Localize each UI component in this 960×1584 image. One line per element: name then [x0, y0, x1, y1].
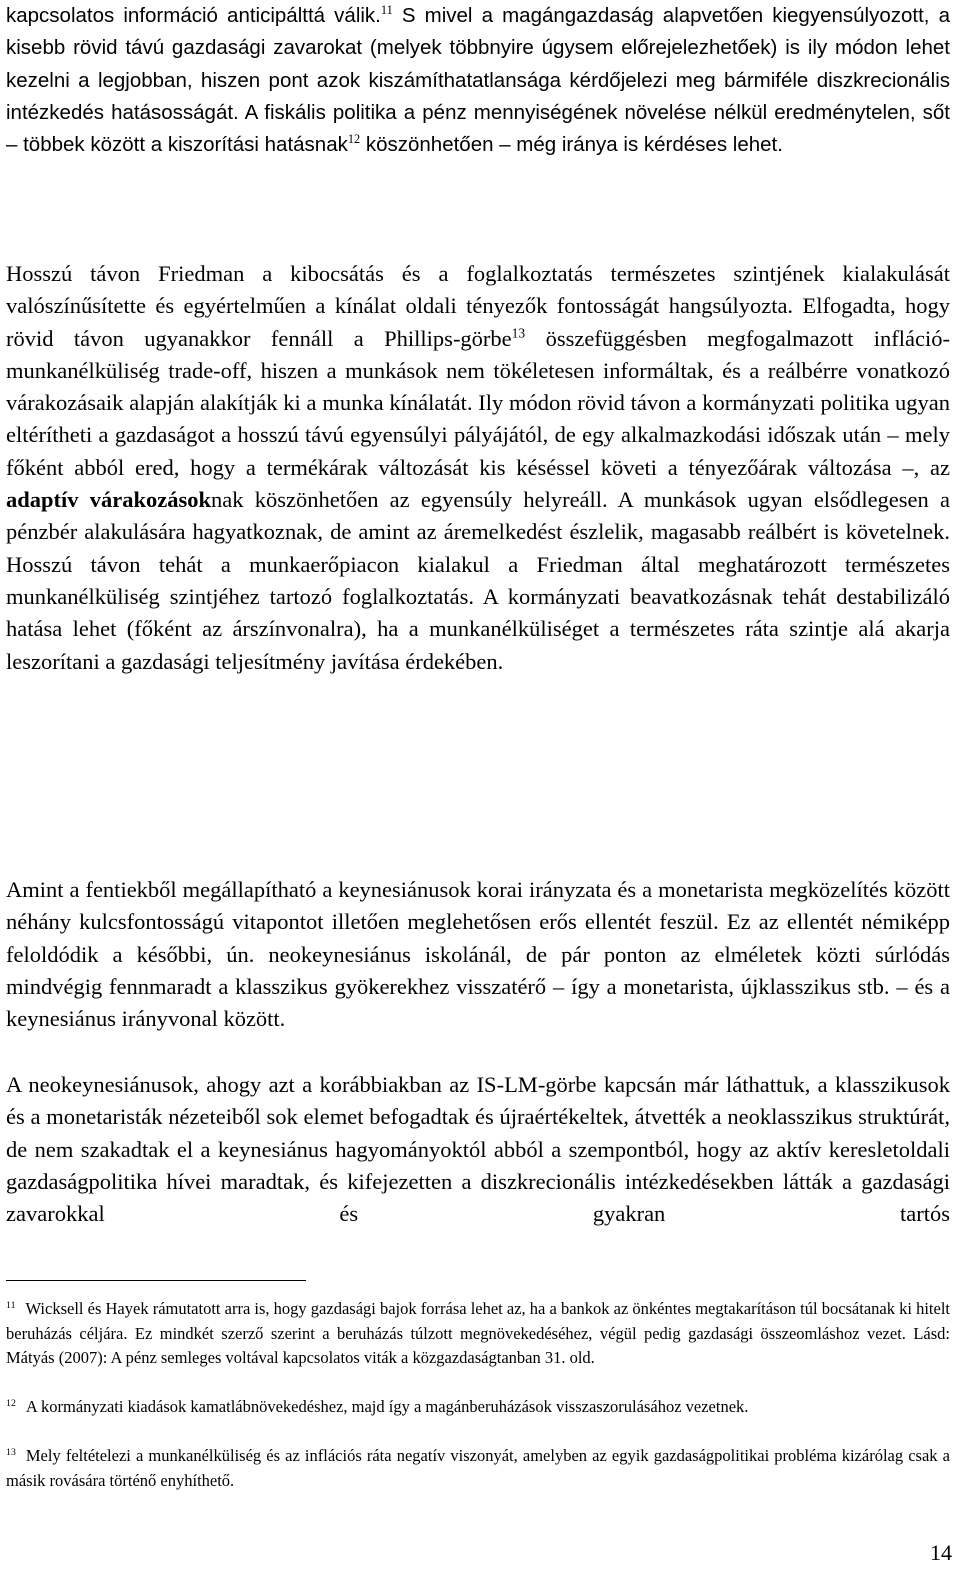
page-number: 14 [930, 1540, 952, 1565]
paragraph-1-text-a: kapcsolatos információ anticipálttá válik. [6, 4, 381, 27]
footnote-ref-12: 12 [347, 132, 361, 147]
footnote-number: 11 [6, 1299, 16, 1311]
paragraph-2-text-c: nak köszönhetően az egyensúly helyreáll. A munkások ugyan elsődlegesen a pénzbér alakulására hagyatkoznak, de amint az áremelkedést észlelik, magasabb reálbért is követelnek. Hosszú távon tehát a munkaerőpiacon kialakul a Friedman által meghatározott természetes munkanélküliség szintjéhez tartozó foglalkoztatás. A kormányzati beavatkozásnak tehát destabilizáló hatása lehet (főként az árszínvonalra), ha a munkanélküliséget a természetes ráta szintje alá akarja leszorítani a gazdasági teljesítmény javítása érdekében. [6, 487, 951, 674]
footnote-number: 12 [6, 1397, 16, 1409]
paragraph-2-text-a: Hosszú távon Friedman a kibocsátás és a foglalkoztatás természetes szintjének kialakulását valószínűsítette és egyértelműen a kínálat oldali tényezők fontosságát hangsúlyozta. Elfogadta, hogy rövid távon ugyanakkor fennáll a Phillips-görbe [6, 261, 950, 351]
paragraph-3: Amint a fentiekből megállapítható a keynesiánusok korai irányzata és a monetarista megközelítés között néhány kulcsfontosságú vitapontot illetően meglehetősen erős ellentét feszül. Ez az ellentét némiképp feloldódik a későbbi, ún. neokeynesiánus iskolánál, de pár ponton az elméletek közti súrlódás mindvégig fennmaradt a klasszikus gyökerekhez visszatérő – így a monetarista, újklasszikus stb. – és a keynesiánus irányvonal között. [6, 877, 950, 1032]
footnote-ref-11: 11 [380, 3, 393, 18]
footnote-separator [6, 1280, 306, 1281]
footnote-text: Wicksell és Hayek rámutatott arra is, hogy gazdasági bajok forrása lehet az, ha a bankok az önkéntes megtakarításon túl bocsátanak ki hitelt beruházás céljára. Ez mindkét szerző szerint a beruházás túlzott megnövekedéséhez, végül pedig gazdasági összeomláshoz vezet. Lásd: Mátyás (2007): A pénz semleges voltával kapcsolatos viták a közgazdaságtanban 31. old. [6, 1299, 950, 1367]
footnote-12 [6, 1395, 950, 1420]
paragraph-2 [6, 258, 950, 678]
footnote-number: 13 [6, 1446, 16, 1458]
footnote-text: A kormányzati kiadások kamatlábnövekedéshez, majd így a magánberuházások visszaszorulásához vezetnek. [25, 1397, 749, 1416]
footnote-text: Mely feltételezi a munkanélküliség és az inflációs ráta negatív viszonyát, amelyben az egyik gazdaságpolitikai probléma kizárólag csak a másik rovására történő enyhíthető. [6, 1446, 950, 1490]
bold-term: adaptív várakozások [6, 487, 212, 513]
footnote-13 [6, 1444, 950, 1493]
paragraph-1-text-b: S mivel a magángazdaság alapvetően kiegyensúlyozott, a kisebb rövid távú gazdasági zavarokat (melyek többnyire úgysem előrejelezhetőek) is ily módon lehet kezelni a legjobban, hiszen pont azok kiszámíthatatlansága kérdőjelezi meg bármiféle diszkrecionális intézkedés hatásosságát. A fiskális politika a pénz mennyiségének növelése nélkül eredménytelen, sőt – többek között a kiszorítási hatásnak [6, 4, 950, 157]
paragraph-1-text-c: köszönhetően – még iránya is kérdéses lehet. [360, 133, 783, 157]
paragraph-1 [6, 0, 950, 161]
paragraph-4: A neokeynesiánusok, ahogy azt a korábbiakban az IS-LM-görbe kapcsán már láthattuk, a klasszikusok és a monetaristák nézeteiből sok elemet befogadtak és újraértékeltek, átvették a neoklasszikus struktúrát, de nem szakadtak el a keynesiánus hagyományoktól abból a szempontból, hogy az aktív keresletoldali gazdaságpolitika hívei maradtak, és kifejezetten a diszkrecionális intézkedésekben látták a gazdasági zavarokkal és gyakran tartós [6, 1072, 950, 1227]
footnote-ref-13: 13 [511, 325, 526, 341]
footnote-11 [6, 1297, 950, 1371]
paragraph-2-text-b: összefüggésben megfogalmazott infláció-munkanélküliség trade-off, hiszen a munkások nem tökéletesen informáltak, és a reálbérre vonatkozó várakozásaik alapján alakítják ki a munka kínálatát. Ily módon rövid távon a kormányzati politika ugyan eltérítheti a gazdaságot a hosszú távú egyensúlyi pályájától, de egy alkalmazkodási időszak után – mely főként abból ered, hogy a termékárak változását kis késéssel követi a tényezőárak változása –, az [6, 325, 950, 480]
